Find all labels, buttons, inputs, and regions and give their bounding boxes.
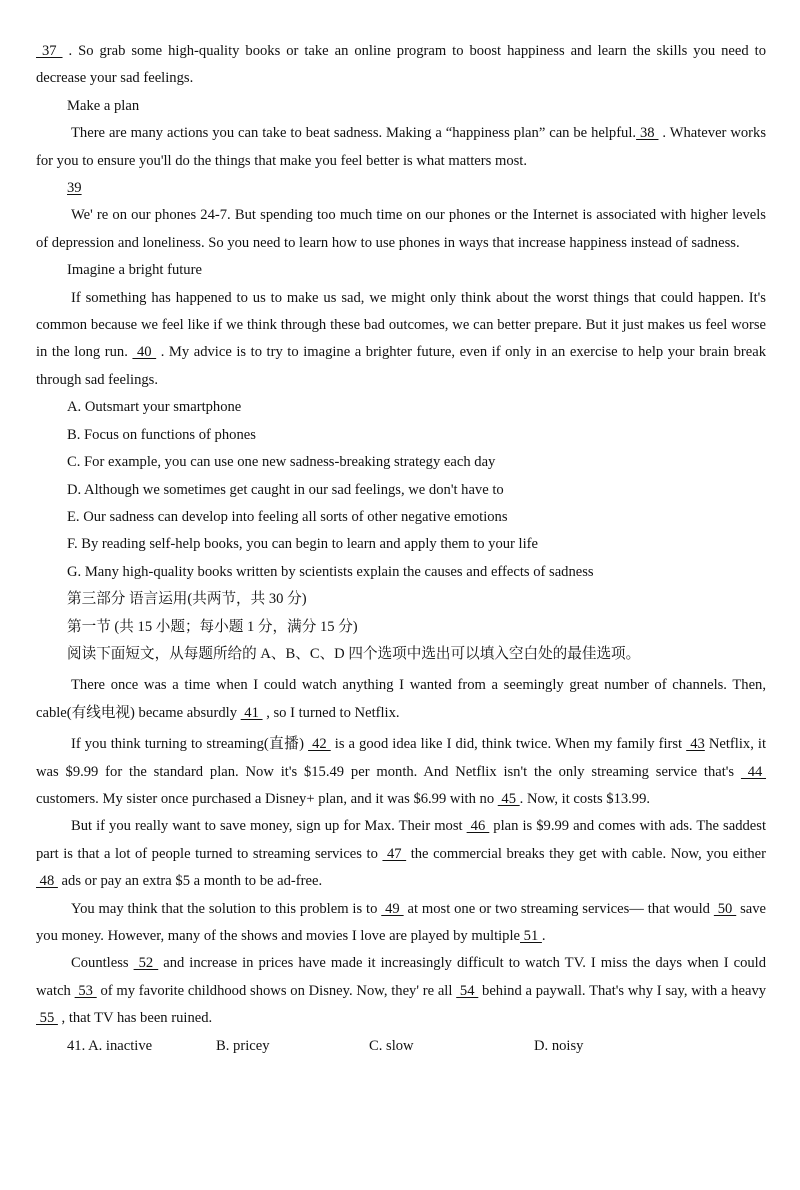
blank-48: 48 <box>36 873 58 890</box>
section1-title: 第一节 (共 15 小题；每小题 1 分，满分 15 分) <box>67 618 358 635</box>
blank-43: 43 <box>686 736 705 753</box>
blank-41: 41 <box>240 704 263 721</box>
heading-imagine: Imagine a bright future <box>67 262 202 279</box>
q41-option-a: 41. A. inactive <box>67 1037 153 1054</box>
option-g: G. Many high-quality books written by scientists explain the causes and effects of sadness <box>67 563 594 580</box>
option-c: C. For example, you can use one new sadness-breaking strategy each day <box>67 454 496 471</box>
blank-44: 44 <box>740 763 767 780</box>
blank-55: 55 <box>36 1010 58 1027</box>
q41-option-d: D. noisy <box>534 1037 584 1054</box>
option-d: D. Although we sometimes get caught in our sad feelings, we don't have to <box>67 481 504 498</box>
blank-38: 38 <box>636 125 659 142</box>
blank-51: 51 <box>520 928 542 944</box>
option-f: F. By reading self-help books, you can begin to learn and apply them to your life <box>67 536 538 553</box>
instruction: 阅读下面短文，从每题所给的 A、B、C、D 四个选项中选出可以填入空白处的最佳选项。 <box>67 645 641 662</box>
reading-paragraph-38: There are many actions you can take to beat sadness. Making a “happiness plan” can be helpful. 38 . Whatever works for you to ensure you'll do the things that make you feel better is what matters most. <box>36 125 767 169</box>
reading-paragraph-37: 37 . So grab some high-quality books or take an online program to boost happiness and learn the skills you need to decrease your sad feelings. <box>36 43 766 87</box>
cloze-paragraph-1: There once was a time when I could watch anything I wanted from a seemingly great number of channels. Then, cable(有线电视) became absurdly 41 , so I turned to Netflix. <box>36 677 766 721</box>
cloze-paragraph-3: But if you really want to save money, sign up for Max. Their most 46 plan is $9.99 and comes with ads. The saddest part is that a lot of people turned to streaming services to 47 the commercial breaks they get with cable. Now, you either 48 ads or pay an extra $5 a month to be ad-free. <box>36 818 767 890</box>
blank-52: 52 <box>133 955 159 972</box>
q41-option-c: C. slow <box>369 1037 414 1054</box>
blank-42: 42 <box>308 736 331 753</box>
blank-53: 53 <box>74 982 97 999</box>
heading-blank-39: 39 <box>67 180 82 197</box>
blank-46: 46 <box>466 818 490 835</box>
blank-45: 45 <box>497 790 520 807</box>
exam-page <box>36 38 766 1060</box>
question-41-choices <box>36 1033 766 1060</box>
cloze-paragraph-2: If you think turning to streaming(直播) 42 is a good idea like I did, think twice. When my family first 43 Netflix, it was $9.99 for the standard plan. Now it's $15.49 per month. And Netflix isn't the only streaming service that's 44 customers. My sister once purchased a Disney+ plan, and it was $6.99 with no 45 . Now, it costs $13.99. <box>36 736 767 807</box>
q41-option-b: B. pricey <box>216 1037 270 1054</box>
heading-make-a-plan: Make a plan <box>67 97 140 114</box>
blank-49: 49 <box>381 900 404 917</box>
option-a: A. Outsmart your smartphone <box>67 399 242 416</box>
blank-47: 47 <box>382 845 407 862</box>
cloze-paragraph-4: You may think that the solution to this problem is to 49 at most one or two streaming services— that would 50 save you money. However, many of the shows and movies I love are played by multiple 51 . <box>36 900 767 944</box>
part3-title: 第三部分 语言运用(共两节，共 30 分) <box>67 591 307 608</box>
option-e: E. Our sadness can develop into feeling all sorts of other negative emotions <box>67 508 508 525</box>
option-b: B. Focus on functions of phones <box>67 426 256 443</box>
reading-paragraph-40: If something has happened to us to make us sad, we might only think about the worst things that could happen. It's common because we feel like if we think through these bad outcomes, we can better prepare. But it just makes us feel worse in the long run. 40 . My advice is to try to imagine a brighter future, even if only in an exercise to help your brain break through sad feelings. <box>36 289 767 388</box>
cloze-paragraph-5: Countless 52 and increase in prices have made it increasingly difficult to watch TV. I miss the days when I could watch 53 of my favorite childhood shows on Disney. Now, they' re all 54 behind a paywall. That's why I say, with a heavy 55 , that TV has been ruined. <box>36 955 767 1027</box>
blank-37: 37 <box>36 43 63 59</box>
reading-paragraph-phones: We' re on our phones 24-7. But spending too much time on our phones or the Internet is associated with higher levels of depression and loneliness. So you need to learn how to use phones in ways that increase happiness instead of sadness. <box>36 207 766 251</box>
blank-40: 40 <box>132 344 157 361</box>
blank-54: 54 <box>456 982 479 999</box>
blank-50: 50 <box>713 900 737 917</box>
